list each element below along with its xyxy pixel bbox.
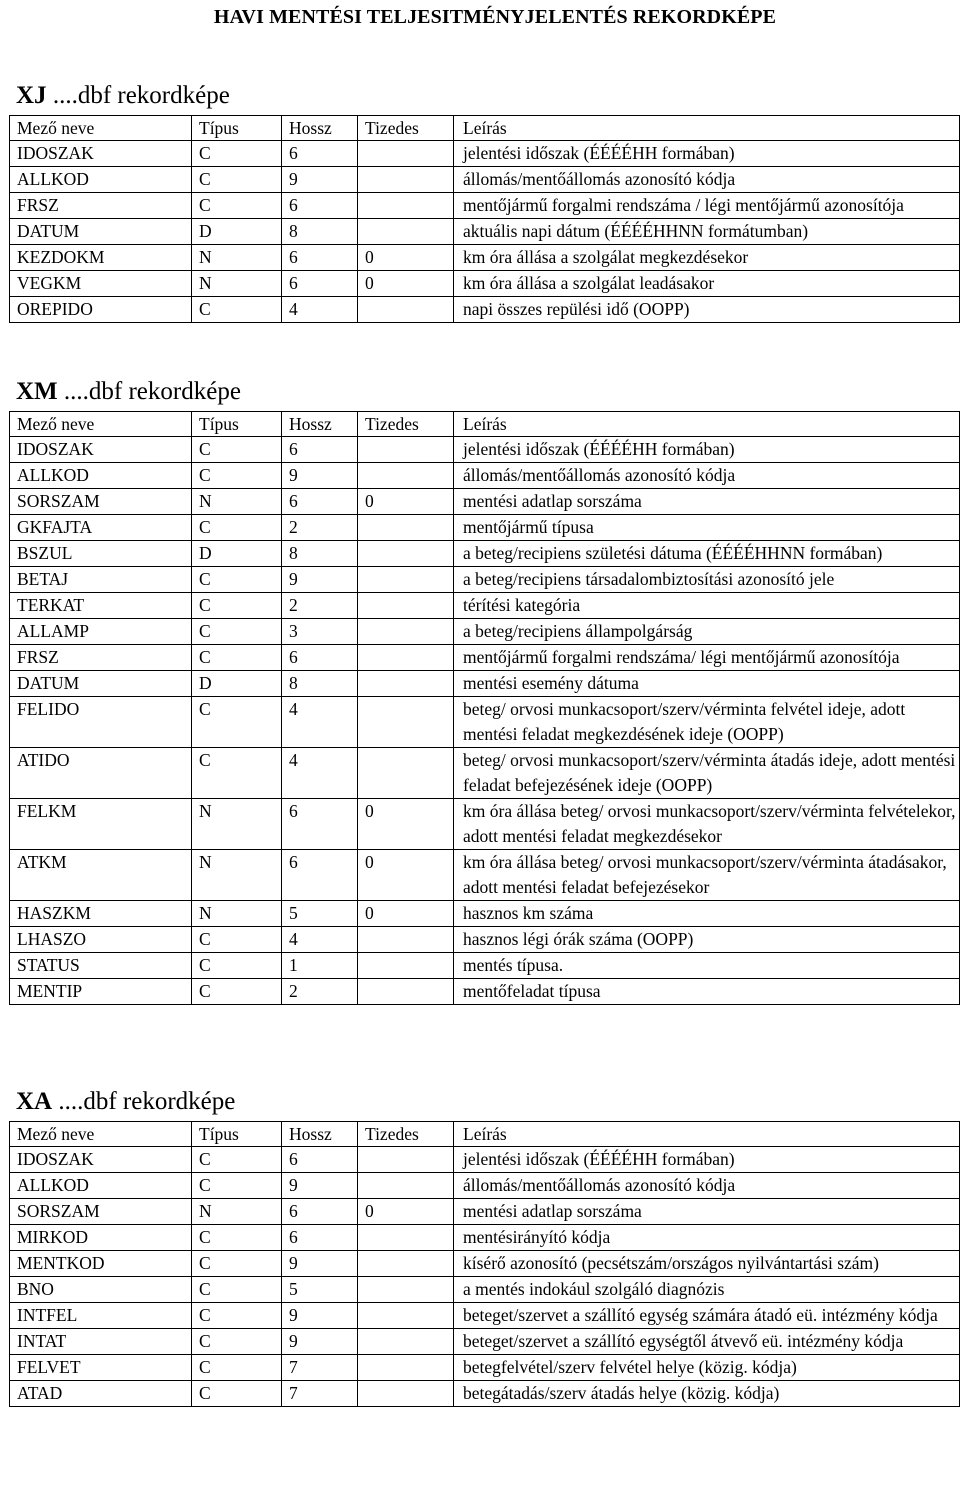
- cell-decimals: [358, 1381, 454, 1407]
- cell-decimals: [358, 515, 454, 541]
- cell-length: 2: [282, 593, 358, 619]
- cell-length: 3: [282, 619, 358, 645]
- cell-decimals: [358, 463, 454, 489]
- table-header-row: [10, 412, 960, 437]
- cell-type: N: [192, 489, 282, 515]
- cell-decimals: [358, 593, 454, 619]
- cell-field-name: MENTKOD: [10, 1251, 192, 1277]
- cell-decimals: [358, 1277, 454, 1303]
- cell-description: a mentés indokául szolgáló diagnózis: [454, 1277, 960, 1303]
- table-row: [10, 593, 960, 619]
- cell-length: 6: [282, 141, 358, 167]
- cell-length: 6: [282, 271, 358, 297]
- cell-description: betegátadás/szerv átadás helye (közig. kódja): [454, 1381, 960, 1407]
- cell-field-name: KEZDOKM: [10, 245, 192, 271]
- table-row: [10, 1225, 960, 1251]
- cell-field-name: IDOSZAK: [10, 141, 192, 167]
- cell-field-name: BSZUL: [10, 541, 192, 567]
- table-row: [10, 193, 960, 219]
- cell-description: jelentési időszak (ÉÉÉÉHH formában): [454, 141, 960, 167]
- cell-field-name: FELVET: [10, 1355, 192, 1381]
- section-heading: [16, 82, 230, 110]
- cell-decimals: [358, 645, 454, 671]
- cell-description: a beteg/recipiens állampolgárság: [454, 619, 960, 645]
- column-header-length: Hossz: [282, 116, 358, 141]
- cell-type: D: [192, 671, 282, 697]
- cell-description: km óra állása beteg/ orvosi munkacsoport/szerv/vérminta felvételekor, adott mentési feladat megkezdésekor: [454, 799, 960, 850]
- cell-field-name: FELKM: [10, 799, 192, 850]
- cell-field-name: DATUM: [10, 219, 192, 245]
- cell-description: mentőjármű típusa: [454, 515, 960, 541]
- cell-type: N: [192, 245, 282, 271]
- cell-decimals: [358, 953, 454, 979]
- cell-length: 2: [282, 979, 358, 1005]
- cell-decimals: 0: [358, 489, 454, 515]
- cell-description: jelentési időszak (ÉÉÉÉHH formában): [454, 437, 960, 463]
- cell-length: 4: [282, 297, 358, 323]
- column-header-length: Hossz: [282, 1122, 358, 1147]
- cell-field-name: OREPIDO: [10, 297, 192, 323]
- section-suffix: ....dbf rekordképe: [52, 82, 230, 109]
- table-row: [10, 141, 960, 167]
- cell-length: 8: [282, 219, 358, 245]
- cell-description: beteget/szervet a szállító egység számára átadó eü. intézmény kódja: [454, 1303, 960, 1329]
- cell-description: kísérő azonosító (pecsétszám/országos nyilvántartási szám): [454, 1251, 960, 1277]
- cell-type: C: [192, 953, 282, 979]
- table-header-row: [10, 116, 960, 141]
- cell-field-name: ATKM: [10, 850, 192, 901]
- cell-length: 6: [282, 645, 358, 671]
- cell-type: N: [192, 1199, 282, 1225]
- table-row: [10, 1303, 960, 1329]
- cell-decimals: [358, 1355, 454, 1381]
- cell-description: állomás/mentőállomás azonosító kódja: [454, 167, 960, 193]
- column-header-description: Leírás: [454, 116, 960, 141]
- cell-decimals: [358, 141, 454, 167]
- table-row: [10, 619, 960, 645]
- cell-field-name: IDOSZAK: [10, 437, 192, 463]
- cell-field-name: INTFEL: [10, 1303, 192, 1329]
- column-header-field-name: Mező neve: [10, 1122, 192, 1147]
- cell-decimals: [358, 748, 454, 799]
- cell-field-name: LHASZO: [10, 927, 192, 953]
- table-row: [10, 167, 960, 193]
- cell-decimals: [358, 697, 454, 748]
- cell-decimals: [358, 167, 454, 193]
- column-header-description: Leírás: [454, 412, 960, 437]
- cell-description: jelentési időszak (ÉÉÉÉHH formában): [454, 1147, 960, 1173]
- cell-type: C: [192, 297, 282, 323]
- cell-field-name: ATIDO: [10, 748, 192, 799]
- table-row: [10, 271, 960, 297]
- table-row: [10, 515, 960, 541]
- table-row: [10, 748, 960, 799]
- table-row: [10, 437, 960, 463]
- table-row: [10, 671, 960, 697]
- section-suffix: ....dbf rekordképe: [58, 1088, 236, 1115]
- cell-type: N: [192, 271, 282, 297]
- cell-length: 5: [282, 1277, 358, 1303]
- cell-type: C: [192, 437, 282, 463]
- cell-decimals: 0: [358, 245, 454, 271]
- cell-length: 6: [282, 1199, 358, 1225]
- cell-decimals: [358, 1173, 454, 1199]
- cell-decimals: [358, 619, 454, 645]
- cell-decimals: [358, 541, 454, 567]
- cell-length: 4: [282, 927, 358, 953]
- table-row: [10, 645, 960, 671]
- cell-field-name: SORSZAM: [10, 1199, 192, 1225]
- table-row: [10, 1147, 960, 1173]
- cell-description: a beteg/recipiens születési dátuma (ÉÉÉÉHHNN formában): [454, 541, 960, 567]
- table-row: [10, 1173, 960, 1199]
- cell-description: km óra állása a szolgálat megkezdésekor: [454, 245, 960, 271]
- cell-description: állomás/mentőállomás azonosító kódja: [454, 463, 960, 489]
- column-header-description: Leírás: [454, 1122, 960, 1147]
- cell-decimals: [358, 671, 454, 697]
- cell-length: 4: [282, 748, 358, 799]
- cell-field-name: ALLAMP: [10, 619, 192, 645]
- cell-type: C: [192, 1355, 282, 1381]
- section-code: XJ: [16, 82, 47, 109]
- cell-field-name: STATUS: [10, 953, 192, 979]
- cell-decimals: [358, 297, 454, 323]
- cell-field-name: FELIDO: [10, 697, 192, 748]
- cell-type: C: [192, 1381, 282, 1407]
- cell-length: 4: [282, 697, 358, 748]
- cell-type: N: [192, 901, 282, 927]
- section-suffix: ....dbf rekordképe: [63, 378, 241, 405]
- column-header-type: Típus: [192, 1122, 282, 1147]
- cell-description: mentésirányító kódja: [454, 1225, 960, 1251]
- cell-decimals: [358, 1225, 454, 1251]
- cell-field-name: MENTIP: [10, 979, 192, 1005]
- cell-description: mentés típusa.: [454, 953, 960, 979]
- cell-length: 8: [282, 671, 358, 697]
- cell-decimals: [358, 927, 454, 953]
- cell-length: 6: [282, 245, 358, 271]
- cell-field-name: ALLKOD: [10, 167, 192, 193]
- cell-type: C: [192, 141, 282, 167]
- table-row: [10, 219, 960, 245]
- cell-description: mentőjármű forgalmi rendszáma / légi mentőjármű azonosítója: [454, 193, 960, 219]
- table-row: [10, 799, 960, 850]
- cell-field-name: SORSZAM: [10, 489, 192, 515]
- cell-decimals: [358, 1303, 454, 1329]
- cell-type: C: [192, 619, 282, 645]
- cell-decimals: [358, 567, 454, 593]
- table-row: [10, 1355, 960, 1381]
- cell-type: C: [192, 567, 282, 593]
- cell-length: 1: [282, 953, 358, 979]
- cell-description: napi összes repülési idő (OOPP): [454, 297, 960, 323]
- column-header-type: Típus: [192, 116, 282, 141]
- cell-type: C: [192, 1147, 282, 1173]
- record-table: [9, 411, 960, 1005]
- cell-length: 8: [282, 541, 358, 567]
- cell-length: 6: [282, 437, 358, 463]
- cell-description: beteget/szervet a szállító egységtől átvevő eü. intézmény kódja: [454, 1329, 960, 1355]
- cell-decimals: 0: [358, 271, 454, 297]
- cell-type: C: [192, 463, 282, 489]
- section-code: XM: [16, 378, 58, 405]
- table-row: [10, 297, 960, 323]
- cell-description: a beteg/recipiens társadalombiztosítási azonosító jele: [454, 567, 960, 593]
- cell-length: 9: [282, 1251, 358, 1277]
- cell-description: mentőfeladat típusa: [454, 979, 960, 1005]
- cell-field-name: DATUM: [10, 671, 192, 697]
- page-title: HAVI MENTÉSI TELJESITMÉNYJELENTÉS REKORDKÉPE: [213, 6, 777, 28]
- cell-field-name: INTAT: [10, 1329, 192, 1355]
- cell-description: hasznos km száma: [454, 901, 960, 927]
- cell-type: N: [192, 850, 282, 901]
- cell-type: C: [192, 515, 282, 541]
- cell-description: aktuális napi dátum (ÉÉÉÉHHNN formátumban): [454, 219, 960, 245]
- record-table: [9, 115, 960, 323]
- cell-type: C: [192, 1225, 282, 1251]
- cell-type: C: [192, 167, 282, 193]
- cell-type: C: [192, 927, 282, 953]
- table-row: [10, 1199, 960, 1225]
- cell-type: C: [192, 593, 282, 619]
- cell-type: C: [192, 1329, 282, 1355]
- table-row: [10, 979, 960, 1005]
- cell-length: 7: [282, 1355, 358, 1381]
- cell-decimals: [358, 1251, 454, 1277]
- column-header-decimals: Tizedes: [358, 116, 454, 141]
- section-code: XA: [16, 1088, 53, 1115]
- column-header-length: Hossz: [282, 412, 358, 437]
- cell-description: beteg/ orvosi munkacsoport/szerv/vérminta átadás ideje, adott mentési feladat befejezésének ideje (OOPP): [454, 748, 960, 799]
- cell-decimals: [358, 437, 454, 463]
- cell-decimals: [358, 979, 454, 1005]
- cell-field-name: FRSZ: [10, 645, 192, 671]
- cell-length: 6: [282, 799, 358, 850]
- cell-field-name: VEGKM: [10, 271, 192, 297]
- column-header-field-name: Mező neve: [10, 412, 192, 437]
- cell-description: állomás/mentőállomás azonosító kódja: [454, 1173, 960, 1199]
- table-row: [10, 245, 960, 271]
- cell-type: D: [192, 219, 282, 245]
- cell-length: 9: [282, 1303, 358, 1329]
- cell-field-name: ALLKOD: [10, 1173, 192, 1199]
- cell-length: 9: [282, 167, 358, 193]
- cell-description: térítési kategória: [454, 593, 960, 619]
- section-heading: [16, 1088, 235, 1116]
- cell-type: C: [192, 748, 282, 799]
- table-row: [10, 697, 960, 748]
- table-row: [10, 1329, 960, 1355]
- cell-field-name: ATAD: [10, 1381, 192, 1407]
- cell-type: C: [192, 697, 282, 748]
- section-heading: [16, 378, 241, 406]
- table-row: [10, 463, 960, 489]
- cell-description: km óra állása a szolgálat leadásakor: [454, 271, 960, 297]
- table-row: [10, 567, 960, 593]
- cell-length: 9: [282, 463, 358, 489]
- cell-field-name: HASZKM: [10, 901, 192, 927]
- cell-description: mentési adatlap sorszáma: [454, 489, 960, 515]
- cell-length: 6: [282, 1225, 358, 1251]
- cell-length: 6: [282, 489, 358, 515]
- cell-length: 9: [282, 567, 358, 593]
- table-row: [10, 901, 960, 927]
- table-row: [10, 541, 960, 567]
- cell-type: C: [192, 645, 282, 671]
- cell-description: hasznos légi órák száma (OOPP): [454, 927, 960, 953]
- table-row: [10, 953, 960, 979]
- cell-description: mentési esemény dátuma: [454, 671, 960, 697]
- cell-length: 9: [282, 1173, 358, 1199]
- cell-length: 6: [282, 193, 358, 219]
- cell-field-name: BNO: [10, 1277, 192, 1303]
- cell-length: 7: [282, 1381, 358, 1407]
- cell-field-name: IDOSZAK: [10, 1147, 192, 1173]
- cell-decimals: [358, 219, 454, 245]
- cell-type: C: [192, 979, 282, 1005]
- table-row: [10, 1381, 960, 1407]
- cell-description: km óra állása beteg/ orvosi munkacsoport/szerv/vérminta átadásakor, adott mentési feladat befejezésekor: [454, 850, 960, 901]
- cell-length: 2: [282, 515, 358, 541]
- cell-decimals: [358, 1147, 454, 1173]
- cell-decimals: [358, 1329, 454, 1355]
- cell-description: betegfelvétel/szerv felvétel helye (közig. kódja): [454, 1355, 960, 1381]
- cell-description: beteg/ orvosi munkacsoport/szerv/vérminta felvétel ideje, adott mentési feladat megkezdésének ideje (OOPP): [454, 697, 960, 748]
- cell-field-name: GKFAJTA: [10, 515, 192, 541]
- cell-length: 6: [282, 1147, 358, 1173]
- cell-description: mentőjármű forgalmi rendszáma/ légi mentőjármű azonosítója: [454, 645, 960, 671]
- cell-field-name: MIRKOD: [10, 1225, 192, 1251]
- table-row: [10, 927, 960, 953]
- cell-type: N: [192, 799, 282, 850]
- cell-decimals: [358, 193, 454, 219]
- cell-type: D: [192, 541, 282, 567]
- column-header-field-name: Mező neve: [10, 116, 192, 141]
- cell-length: 9: [282, 1329, 358, 1355]
- cell-field-name: FRSZ: [10, 193, 192, 219]
- cell-type: C: [192, 193, 282, 219]
- cell-type: C: [192, 1277, 282, 1303]
- cell-decimals: 0: [358, 799, 454, 850]
- cell-field-name: TERKAT: [10, 593, 192, 619]
- cell-type: C: [192, 1251, 282, 1277]
- column-header-decimals: Tizedes: [358, 412, 454, 437]
- table-row: [10, 850, 960, 901]
- column-header-decimals: Tizedes: [358, 1122, 454, 1147]
- record-table: [9, 1121, 960, 1407]
- cell-length: 5: [282, 901, 358, 927]
- cell-decimals: 0: [358, 850, 454, 901]
- cell-length: 6: [282, 850, 358, 901]
- cell-decimals: 0: [358, 901, 454, 927]
- table-row: [10, 489, 960, 515]
- cell-type: C: [192, 1303, 282, 1329]
- table-header-row: [10, 1122, 960, 1147]
- column-header-type: Típus: [192, 412, 282, 437]
- table-row: [10, 1277, 960, 1303]
- cell-field-name: ALLKOD: [10, 463, 192, 489]
- cell-field-name: BETAJ: [10, 567, 192, 593]
- cell-type: C: [192, 1173, 282, 1199]
- cell-decimals: 0: [358, 1199, 454, 1225]
- cell-description: mentési adatlap sorszáma: [454, 1199, 960, 1225]
- table-row: [10, 1251, 960, 1277]
